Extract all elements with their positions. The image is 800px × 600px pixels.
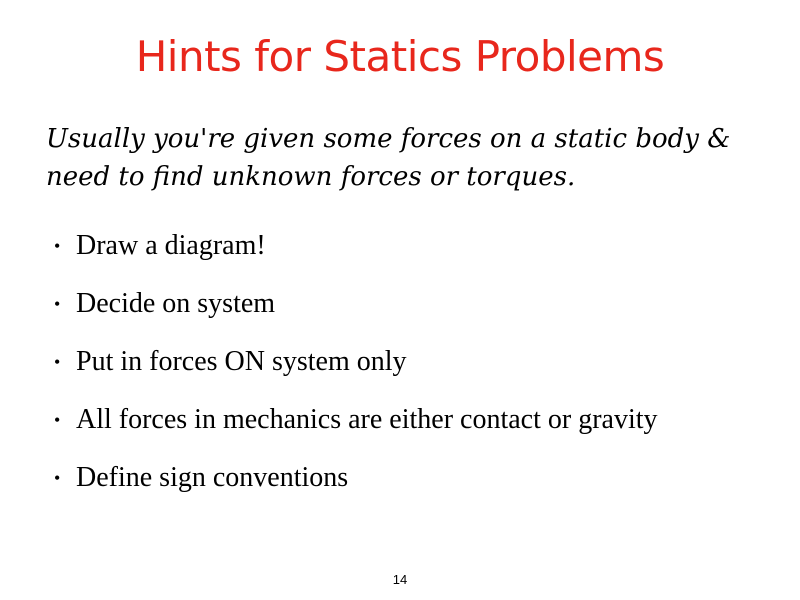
bullet-item [54,460,658,518]
bullet-icon: • [54,294,61,314]
bullet-icon: • [54,352,61,372]
bullet-text: Define sign conventions [76,462,349,493]
bullet-item [54,228,658,286]
intro-line: Usually you're given some forces on a static body & [46,124,731,154]
intro-line: need to find unknown forces or torques. [46,162,576,192]
bullet-icon: • [54,410,61,430]
bullet-list [54,228,658,518]
bullet-item [54,344,658,402]
bullet-text: Decide on system [76,288,276,319]
bullet-item [54,402,658,460]
intro-text [46,120,766,196]
page-number: 14 [392,572,408,587]
bullet-text: Draw a diagram! [76,230,266,261]
bullet-text: Put in forces ON system only [76,346,407,377]
slide-title: Hints for Statics Problems [135,32,665,81]
bullet-text: All forces in mechanics are either contact or gravity [76,404,658,435]
bullet-item [54,286,658,344]
bullet-icon: • [54,236,61,256]
bullet-icon: • [54,468,61,488]
